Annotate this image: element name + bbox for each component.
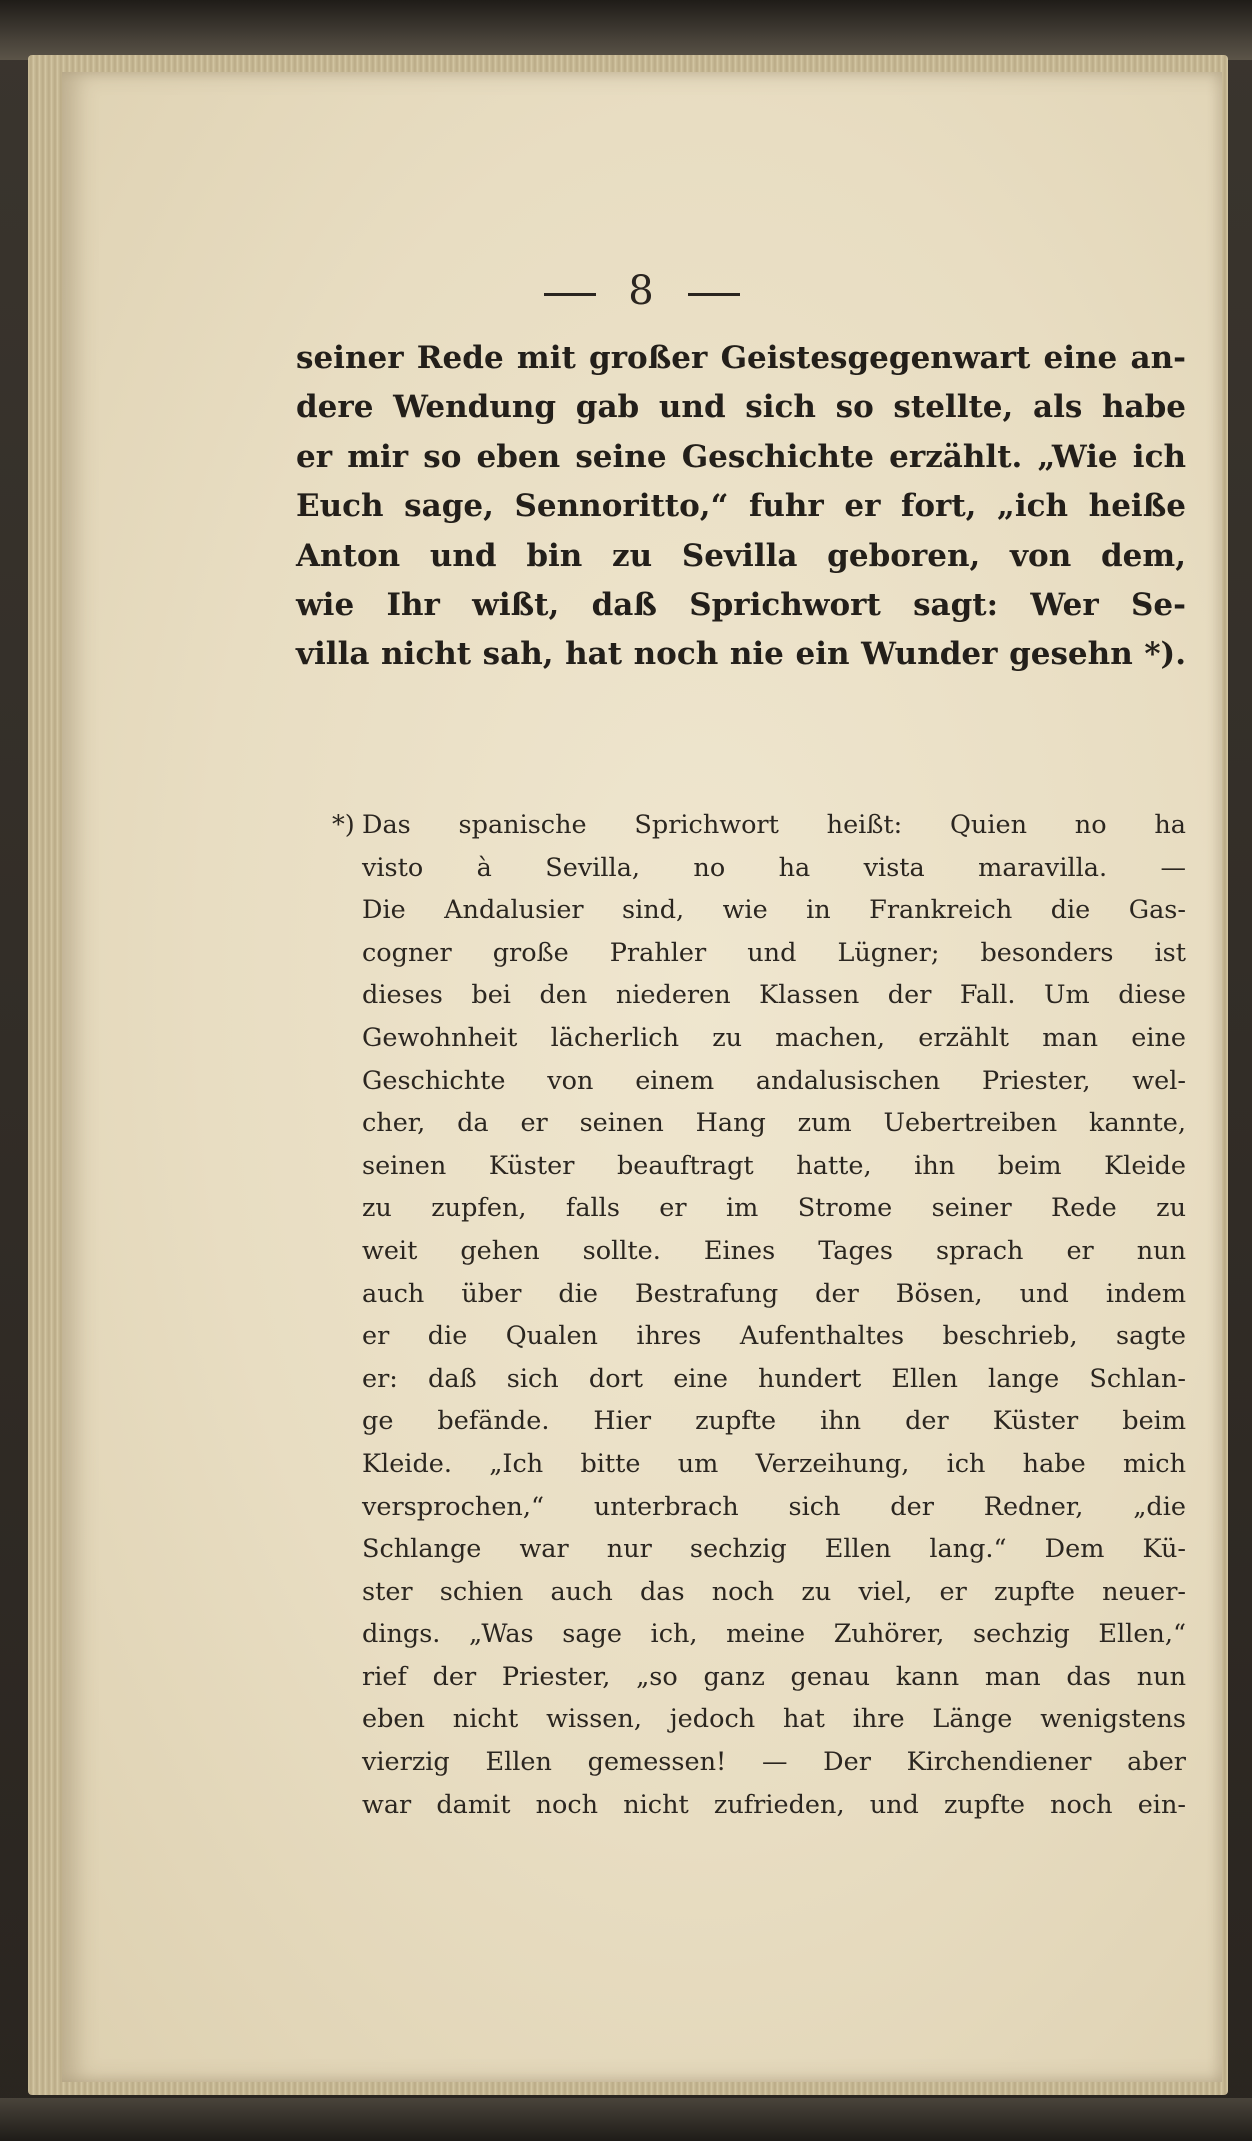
footnote-line: cher, da er seinen Hang zum Uebertreiben kannte, — [362, 1108, 1186, 1139]
footnote-line: weit gehen sollte. Eines Tages sprach er nun — [362, 1235, 1186, 1266]
footnote-line: Das spanische Sprichwort heißt: Quien no ha — [362, 810, 1186, 840]
body-line: villa nicht sah, hat noch nie ein Wunder gesehn *). — [296, 636, 1186, 673]
body-line: wie Ihr wißt, daß Sprichwort sagt: Wer Se- — [296, 587, 1186, 624]
body-line: Euch sage, Sennoritto,“ fuhr er fort, „ich heiße — [296, 488, 1186, 525]
footnote-line: dings. „Was sage ich, meine Zuhörer, sechzig Ellen,“ — [362, 1619, 1186, 1650]
footnote-line: Kleide. „Ich bitte um Verzeihung, ich habe mich — [362, 1448, 1186, 1479]
footnote-line: auch über die Bestrafung der Bösen, und indem — [362, 1278, 1186, 1309]
footnote-line: cogner große Prahler und Lügner; besonders ist — [362, 937, 1186, 968]
footnote-line: versprochen,“ unterbrach sich der Redner, „die — [362, 1491, 1186, 1522]
footnote-line: rief der Priester, „so ganz genau kann man das nun — [362, 1661, 1186, 1692]
footnote-line: er die Qualen ihres Aufenthaltes beschrieb, sagte — [362, 1321, 1186, 1352]
page-number: 8 — [628, 268, 656, 314]
footnote-line: Die Andalusier sind, wie in Frankreich die Gas- — [362, 895, 1186, 926]
body-line: dere Wendung gab und sich so stellte, als habe — [296, 389, 1186, 426]
header-dash-right — [688, 293, 740, 296]
book-cover-bottom-edge — [0, 2098, 1252, 2141]
footnote-line: war damit noch nicht zufrieden, und zupfte noch ein- — [362, 1789, 1186, 1820]
footnote-line: zu zupfen, falls er im Strome seiner Rede zu — [362, 1193, 1186, 1224]
footnote-line: ster schien auch das noch zu viel, er zupfte neuer- — [362, 1576, 1186, 1607]
footnote-line: ge befände. Hier zupfte ihn der Küster beim — [362, 1406, 1186, 1437]
book-cover-top-edge — [0, 0, 1252, 60]
footnote-line: seinen Küster beauftragt hatte, ihn beim Kleide — [362, 1150, 1186, 1181]
footnote-line: Gewohnheit lächerlich zu machen, erzählt man eine — [362, 1022, 1186, 1053]
header-dash-left — [544, 293, 596, 296]
footnote-line: er: daß sich dort eine hundert Ellen lange Schlan- — [362, 1363, 1186, 1394]
footnote-line: Schlange war nur sechzig Ellen lang.“ Dem Kü- — [362, 1534, 1186, 1565]
body-text — [296, 334, 1186, 680]
body-line: Anton und bin zu Sevilla geboren, von dem, — [296, 537, 1186, 574]
footnote-line: vierzig Ellen gemessen! — Der Kirchendiener aber — [362, 1747, 1186, 1778]
footnote — [332, 804, 1186, 1826]
body-line: seiner Rede mit großer Geistesgegenwart eine an- — [296, 340, 1186, 376]
footnote-line: eben nicht wissen, jedoch hat ihre Länge wenigstens — [362, 1704, 1186, 1735]
body-line: er mir so eben seine Geschichte erzählt. „Wie ich — [296, 438, 1186, 475]
footnote-line: visto à Sevilla, no ha vista maravilla. — — [362, 852, 1186, 883]
footnote-marker: *) — [332, 810, 355, 840]
footnote-line: dieses bei den niederen Klassen der Fall. Um diese — [362, 980, 1186, 1011]
page-header — [62, 268, 1222, 314]
book-page — [62, 72, 1222, 2082]
footnote-line: Geschichte von einem andalusischen Priester, wel- — [362, 1065, 1186, 1096]
